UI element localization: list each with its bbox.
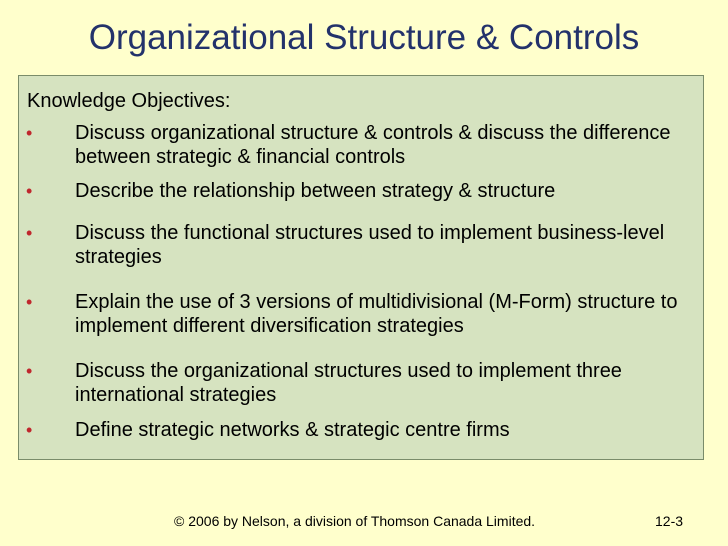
bullet-icon: • <box>26 361 33 381</box>
slide-title: Organizational Structure & Controls <box>88 18 640 57</box>
bullet-icon: • <box>26 123 33 143</box>
bullet-icon: • <box>26 223 33 243</box>
objective-text: Discuss the functional structures used to implement business-level strategies <box>75 222 665 268</box>
objectives-heading: Knowledge Objectives: <box>27 90 231 112</box>
objective-text: Define strategic networks & strategic centre firms <box>75 419 510 441</box>
objective-text: Explain the use of 3 versions of multidivisional (M-Form) structure to implement different diversification strategies <box>75 291 678 337</box>
bullet-icon: • <box>26 181 33 201</box>
objective-text: Discuss the organizational structures used to implement three international strategies <box>75 360 622 406</box>
objective-text: Discuss organizational structure & controls & discuss the difference between strategic & financial controls <box>75 122 671 168</box>
slide-number: 12-3 <box>655 513 684 529</box>
objectives-box <box>18 75 704 460</box>
objective-text: Describe the relationship between strategy & structure <box>75 180 556 202</box>
footer-copyright: © 2006 by Nelson, a division of Thomson Canada Limited. <box>174 513 536 529</box>
bullet-icon: • <box>26 420 33 440</box>
bullet-icon: • <box>26 292 33 312</box>
